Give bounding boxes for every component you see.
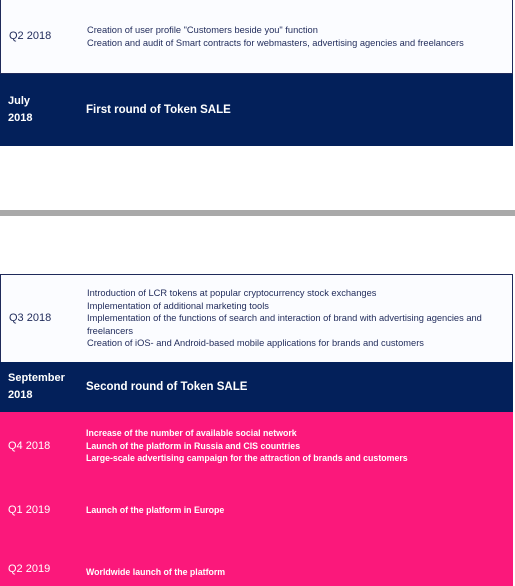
period-label [0, 93, 86, 127]
roadmap-row-q2-2019 [0, 540, 513, 586]
milestone-title: Second round of Token SALE [86, 381, 248, 393]
period-label: Q2 2018 [9, 30, 52, 42]
page-divider [0, 210, 515, 216]
period-label-line: September [8, 372, 65, 384]
milestone-item: Creation of user profile "Customers beside you" function [87, 25, 318, 35]
milestone-list [86, 427, 513, 465]
period-label [0, 370, 86, 404]
milestone-title: First round of Token SALE [86, 104, 231, 116]
period-label: Q1 2019 [8, 503, 51, 516]
milestone-list [87, 287, 512, 350]
milestone-list [86, 566, 513, 579]
milestone-item: Increase of the number of available social network [86, 428, 297, 439]
milestone-item: Implementation of additional marketing tools [87, 300, 269, 311]
roadmap-row-q1-2019 [0, 480, 513, 540]
milestone-list [87, 24, 512, 49]
milestone-item: Worldwide launch of the platform [86, 566, 226, 577]
milestone-item: Launch of the platform in Europe [86, 504, 225, 515]
period-label: Q2 2019 [8, 563, 51, 575]
roadmap-row-q3-2018 [0, 274, 513, 362]
milestone-item: Creation of iOS- and Android-based mobile applications for brands and customers [87, 338, 424, 349]
milestone-item: Implementation of the functions of search and interaction of brand with advertising agencies and freelancers [87, 313, 482, 336]
milestone-list [86, 504, 513, 517]
roadmap-row-q2-2018 [0, 0, 513, 74]
milestone-item: Introduction of LCR tokens at popular cryptocurrency stock exchanges [87, 288, 377, 299]
period-label: Q3 2018 [9, 312, 52, 324]
roadmap-row-july-2018 [0, 74, 513, 146]
roadmap-row-q4-2018 [0, 412, 513, 480]
period-label: Q4 2018 [8, 439, 51, 452]
milestone-item: Large-scale advertising campaign for the attraction of brands and customers [86, 453, 408, 464]
period-label-line: 2018 [8, 389, 33, 401]
milestone-item: Launch of the platform in Russia and CIS countries [86, 440, 301, 451]
period-label-line: July [8, 95, 31, 107]
milestone-item: Creation and audit of Smart contracts for webmasters, advertising agencies and freelancers [87, 37, 464, 48]
roadmap-row-september-2018 [0, 362, 513, 412]
period-label-line: 2018 [8, 112, 33, 124]
